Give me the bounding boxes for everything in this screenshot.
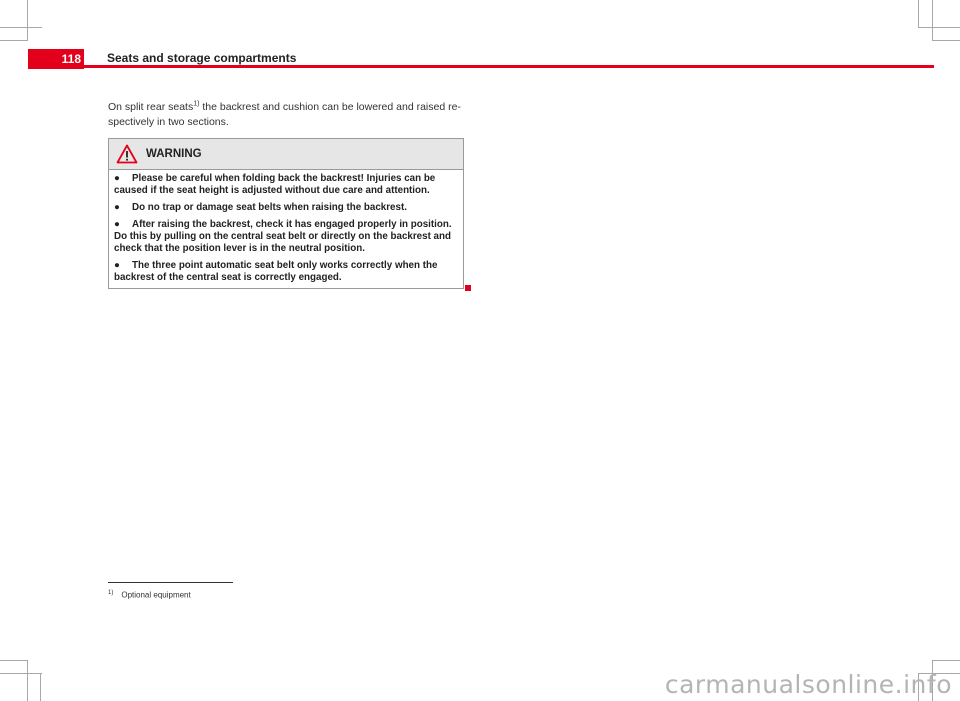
warning-item-text: After raising the backrest, check it has engaged properly in position. Do this by pulling on the central seat belt or directly on the backrest and check that the position lever is in the neutral position.	[114, 219, 452, 254]
warning-item-text: Please be careful when folding back the backrest! Injuries can be caused if the seat height is adjusted without due care and attention.	[114, 173, 436, 196]
footnote-marker: 1)	[108, 590, 114, 596]
crop-mark	[932, 40, 960, 41]
bullet: ●	[114, 219, 120, 230]
warning-triangle-icon	[116, 144, 138, 164]
intro-paragraph	[108, 100, 464, 130]
header-rule	[84, 65, 934, 68]
crop-mark	[27, 660, 28, 701]
warning-item-text: The three point automatic seat belt only works correctly when the backrest of the central seat is correctly engaged.	[114, 260, 438, 283]
warning-item-text: Do no trap or damage seat belts when raising the backrest.	[132, 202, 407, 213]
crop-mark	[0, 673, 42, 674]
crop-mark	[0, 660, 28, 661]
warning-item	[114, 173, 457, 197]
page-title: Seats and storage compartments	[107, 51, 297, 65]
crop-mark	[27, 0, 28, 40]
warning-header	[109, 139, 463, 170]
warning-title: WARNING	[146, 148, 202, 160]
footnote	[108, 590, 191, 600]
crop-mark	[932, 660, 960, 661]
crop-mark	[918, 0, 919, 28]
bullet: ●	[114, 173, 120, 184]
watermark: carmanualsonline.info	[664, 670, 952, 699]
intro-text-start: On split rear seats	[108, 101, 194, 113]
crop-mark	[918, 27, 960, 28]
section-end-marker	[465, 285, 471, 291]
footnote-reference: 1)	[193, 100, 200, 108]
intro-text-end: the backrest and cushion can be lowered and raised re-spectively in two sections.	[108, 101, 461, 128]
crop-mark	[0, 27, 42, 28]
warning-body	[109, 170, 463, 284]
warning-item	[114, 219, 457, 255]
warning-item	[114, 202, 457, 214]
crop-mark	[40, 673, 41, 701]
crop-mark	[0, 40, 28, 41]
bullet: ●	[114, 202, 120, 213]
warning-box	[108, 138, 464, 289]
crop-mark	[932, 0, 933, 40]
bullet: ●	[114, 260, 120, 271]
footnote-text: Optional equipment	[121, 590, 191, 600]
warning-item	[114, 260, 457, 284]
footnote-rule	[108, 582, 233, 583]
page-number: 118	[28, 49, 84, 69]
